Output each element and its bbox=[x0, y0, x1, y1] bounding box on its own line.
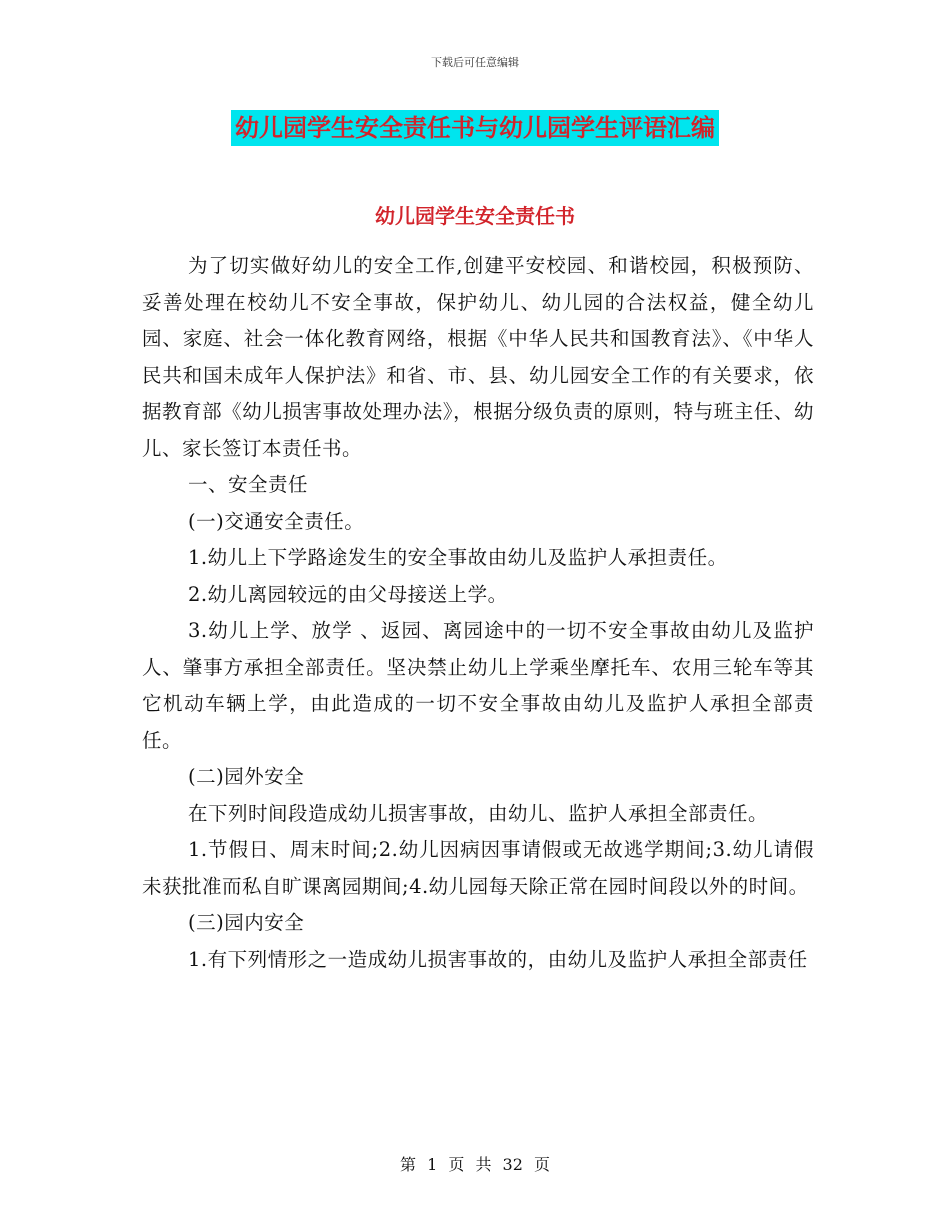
paragraph-intro: 为了切实做好幼儿的安全工作,创建平安校园、和谐校园，积极预防、妥善处理在校幼儿不安全事故，保护幼儿、幼儿园的合法权益，健全幼儿园、家庭、社会一体化教育网络，根据《中华人民共和国教育法》、《中华人民共和国未成年人保护法》和省、市、县、幼儿园安全工作的有关要求，依据教育部《幼儿损害事故处理办法》，根据分级负责的原则，特与班主任、幼儿、家长签订本责任书。 bbox=[142, 254, 814, 460]
paragraph-outside-list: 1.节假日、周末时间;2.幼儿因病因事请假或无故逃学期间;3.幼儿请假未获批准而私自旷课离园期间;4.幼儿园每天除正常在园时间段以外的时间。 bbox=[142, 838, 814, 898]
document-body bbox=[142, 248, 814, 978]
section-title: 幼儿园学生安全责任书 bbox=[375, 204, 575, 228]
subheading-inside-safety: (三)园内安全 bbox=[188, 911, 305, 934]
page-footer: 第 1 页 共 32 页 bbox=[400, 1155, 550, 1174]
paragraph-item-3: 3.幼儿上学、放学 、返园、离园途中的一切不安全事故由幼儿及监护人、肇事方承担全部责任。坚决禁止幼儿上学乘坐摩托车、农用三轮车等其它机动车辆上学，由此造成的一切不安全事故由幼儿及监护人承担全部责任。 bbox=[142, 619, 814, 752]
paragraph-item-2: 2.幼儿离园较远的由父母接送上学。 bbox=[188, 582, 508, 606]
heading-safety-responsibility: 一、安全责任 bbox=[188, 473, 309, 496]
header-note: 下载后可任意编辑 bbox=[431, 56, 519, 69]
paragraph-outside-intro: 在下列时间段造成幼儿损害事故，由幼儿、监护人承担全部责任。 bbox=[188, 801, 769, 825]
subheading-traffic-safety: (一)交通安全责任。 bbox=[188, 509, 365, 533]
subheading-outside-safety: (二)园外安全 bbox=[188, 765, 305, 788]
paragraph-item-1: 1.幼儿上下学路途发生的安全事故由幼儿及监护人承担责任。 bbox=[188, 546, 728, 569]
document-title-wrap bbox=[0, 110, 950, 146]
paragraph-inside-item-1: 1.有下列情形之一造成幼儿损害事故的，由幼儿及监护人承担全部责任 bbox=[188, 947, 808, 971]
document-title: 幼儿园学生安全责任书与幼儿园学生评语汇编 bbox=[231, 110, 719, 146]
